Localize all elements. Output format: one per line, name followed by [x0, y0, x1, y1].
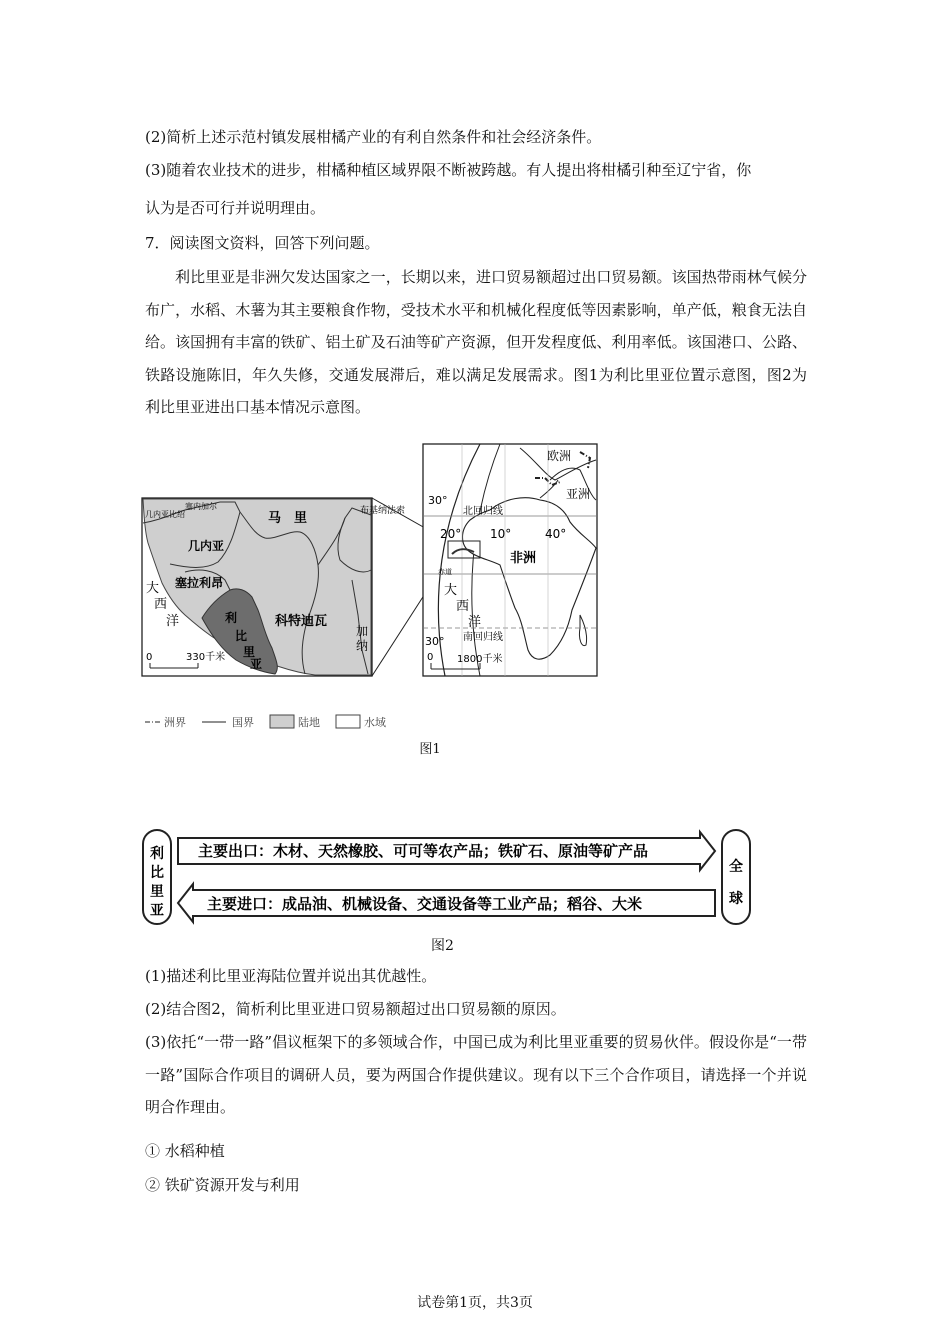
- fig1-caption: 图1: [419, 742, 441, 757]
- global-char-1: 全: [729, 859, 743, 875]
- label-liberia-2: 比: [235, 629, 248, 643]
- fig2-caption: 图2: [431, 938, 454, 954]
- label-tropic-south: 南回归线: [463, 632, 503, 643]
- label-guinea-bissau: 几内亚比绍: [145, 510, 185, 519]
- label-europe: 欧洲: [547, 449, 572, 463]
- label-ghana-2: 纳: [356, 639, 369, 653]
- left-scale-label: 330千米: [186, 652, 226, 663]
- label-lat-30n: 30°: [428, 494, 448, 507]
- label-lon-10: 10°: [490, 527, 512, 541]
- figure-2: [140, 825, 755, 930]
- liberia-char-1: 利: [150, 846, 164, 862]
- liberia-char-2: 比: [150, 865, 164, 881]
- question-7-title: 7．阅读图文资料，回答下列问题。: [145, 234, 380, 252]
- left-map: [142, 498, 405, 676]
- label-asia: 亚洲: [566, 487, 591, 501]
- label-liberia-1: 利: [225, 611, 238, 625]
- left-scale-zero: 0: [146, 652, 153, 663]
- right-scale-zero: 0: [427, 652, 434, 663]
- label-ocean-3: 洋: [166, 614, 180, 629]
- liberia-char-4: 亚: [150, 903, 164, 919]
- passage-text: 利比里亚是非洲欠发达国家之一，长期以来，进口贸易额超过出口贸易额。该国热带雨林气候分布广，水稻、木薯为其主要粮食作物，受技术水平和机械化程度低等因素影响，单产低，粮食无法自给。该国拥有丰富的铁矿、铝土矿及石油等矿产资源，但开发程度低、利用率低。该国港口、公路、铁路设施陈旧，年久失修，交通发展滞后，难以满足发展需求。图1为利比里亚位置示意图，图2为利比里亚进出口基本情况示意图。: [145, 268, 807, 417]
- label-ocean-2: 西: [154, 597, 168, 612]
- label-r-ocean-3: 洋: [468, 615, 482, 630]
- label-lon-20: 20°: [440, 527, 462, 541]
- global-box: [722, 830, 750, 924]
- legend-national: 国界: [232, 716, 254, 729]
- label-r-ocean-1: 大: [444, 583, 458, 598]
- label-ghana-1: 加: [356, 624, 369, 638]
- legend: [145, 715, 386, 729]
- liberia-char-3: 里: [150, 884, 164, 900]
- label-ivory-coast: 科特迪瓦: [275, 614, 328, 629]
- import-text: 主要进口：成品油、机械设备、交通设备等工业产品；稻谷、大米: [207, 895, 643, 913]
- global-char-2: 球: [729, 891, 743, 907]
- label-sierra-leone: 塞拉利昂: [175, 576, 224, 590]
- label-liberia-3: 里: [243, 645, 256, 659]
- label-senegal: 塞内加尔: [185, 502, 217, 511]
- question-7-passage: [145, 261, 807, 424]
- label-burkina: 布基纳法索: [360, 506, 406, 516]
- label-guinea: 几内亚: [188, 539, 225, 553]
- label-lon-40: 40°: [545, 527, 567, 541]
- question-3-prev-line2: 认为是否可行并说明理由。: [145, 199, 326, 217]
- page-footer: 试卷第1页，共3页: [417, 1295, 533, 1311]
- option-1: ① 水稻种植: [145, 1142, 225, 1160]
- export-text: 主要出口：木材、天然橡胶、可可等农产品；铁矿石、原油等矿产品: [198, 842, 649, 860]
- legend-water: 水域: [364, 716, 386, 729]
- label-r-ocean-2: 西: [456, 599, 470, 614]
- label-africa: 非洲: [510, 551, 537, 566]
- question-2-prev: (2)简析上述示范村镇发展柑橘产业的有利自然条件和社会经济条件。: [145, 128, 602, 146]
- label-tropic-north: 北回归线: [463, 506, 503, 517]
- legend-continent: 洲界: [164, 716, 186, 729]
- label-mali: 马 里: [268, 511, 308, 526]
- label-equator: 赤道: [438, 568, 452, 576]
- right-map: [423, 444, 597, 676]
- label-lat-30s: 30°: [425, 635, 445, 648]
- label-ocean-1: 大: [146, 581, 160, 596]
- option-2: ② 铁矿资源开发与利用: [145, 1176, 300, 1194]
- sub-question-3: (3)依托“一带一路”倡议框架下的多领域合作，中国已成为利比里亚重要的贸易伙伴。假设你是“一带一路”国际合作项目的调研人员，要为两国合作提供建议。现有以下三个合作项目，请选择一个并说明合作理由。: [145, 1033, 807, 1117]
- question-3-prev-line1: (3)随着农业技术的进步，柑橘种植区域界限不断被跨越。有人提出将柑橘引种至辽宁省，你: [145, 161, 752, 179]
- right-scale-label: 1800千米: [457, 654, 503, 665]
- sub-question-1: (1)描述利比里亚海陆位置并说出其优越性。: [145, 967, 437, 985]
- sub-question-2: (2)结合图2，简析利比里亚进口贸易额超过出口贸易额的原因。: [145, 1000, 566, 1018]
- legend-land: 陆地: [298, 716, 320, 729]
- figure-1: [140, 440, 810, 745]
- label-liberia-4: 亚: [250, 657, 263, 671]
